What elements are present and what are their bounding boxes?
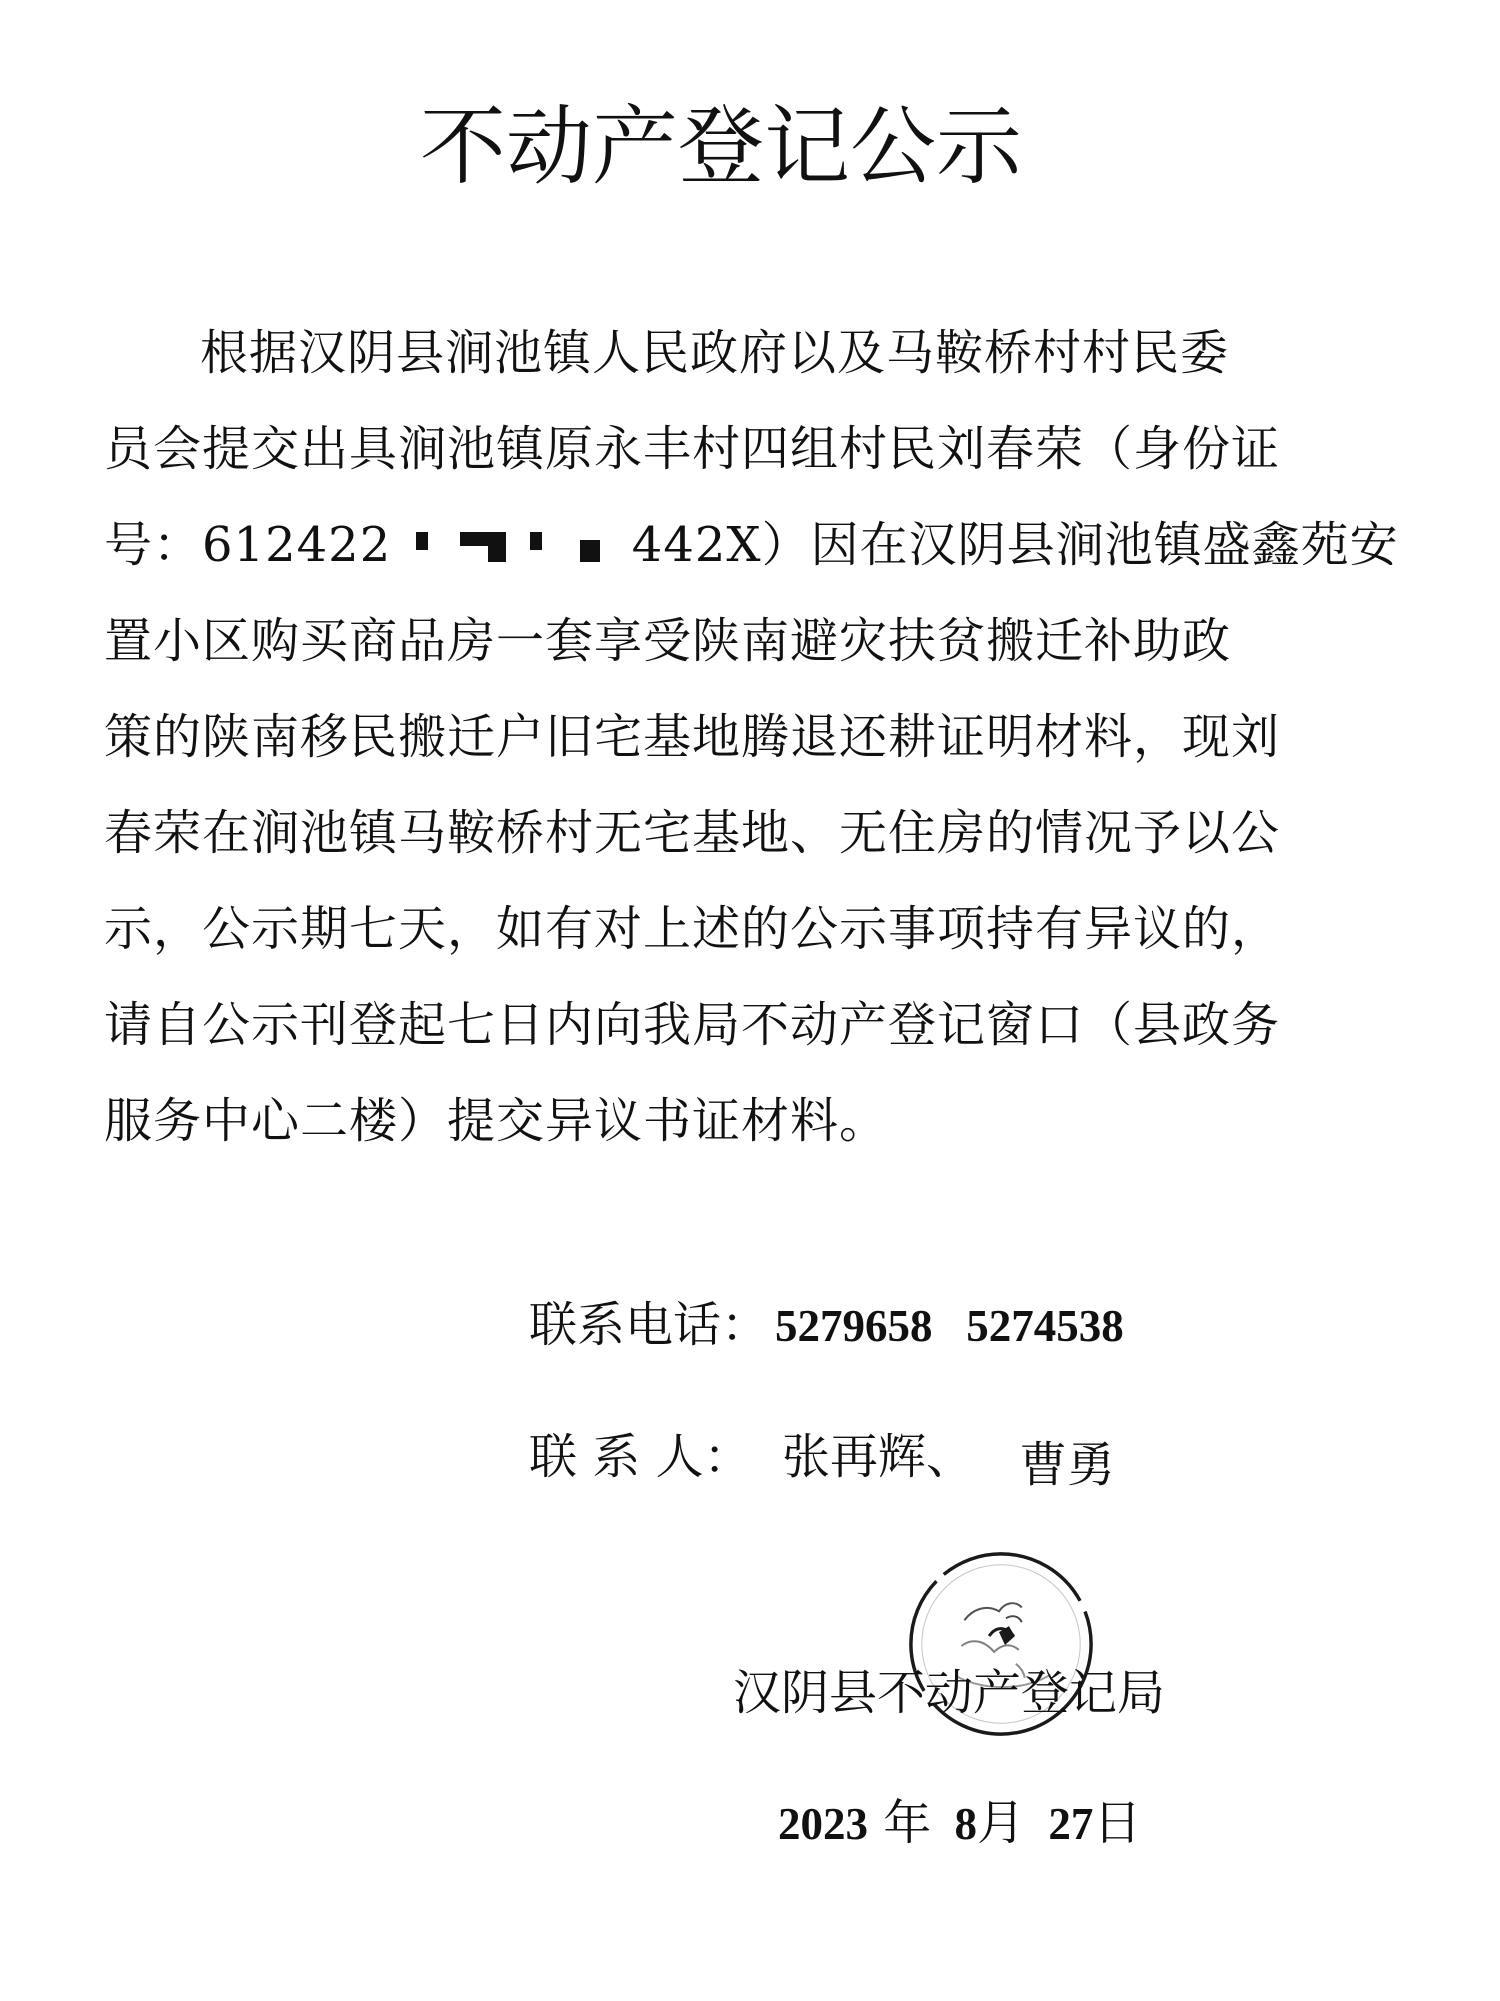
date-day-unit: 日 (1093, 1795, 1142, 1851)
contact-person-1: 张再辉、 (782, 1429, 975, 1485)
body-line-9: 服务中心二楼）提交异议书证材料。 (104, 1093, 889, 1149)
body-line-6: 春荣在涧池镇马鞍桥村无宅基地、无住房的情况予以公 (104, 805, 1281, 861)
body-line-2: 员会提交出具涧池镇原永丰村四组村民刘春荣（身份证 (104, 421, 1281, 477)
id-prefix: 号：612422 (104, 517, 392, 573)
phone-label: 联系电话： (529, 1297, 770, 1353)
id-redaction (412, 526, 612, 564)
body-line-7: 示，公示期七天，如有对上述的公示事项持有异议的， (104, 901, 1281, 957)
contact-person (529, 1422, 1116, 1493)
contact-phone (529, 1290, 1124, 1361)
issuing-authority: 汉阴县不动产登记局 (733, 1665, 1166, 1721)
date-month: 8 (954, 1799, 978, 1849)
document-title: 不动产登记公示 (420, 97, 1022, 197)
body-line-3-id (104, 515, 1399, 575)
phone-numbers: 5279658 5274538 (775, 1301, 1124, 1351)
date-year-unit: 年 (883, 1795, 932, 1851)
id-suffix: 442X）因在汉阴县涧池镇盛鑫苑安 (631, 517, 1399, 573)
body-line-1: 根据汉阴县涧池镇人民政府以及马鞍桥村村民委 (200, 325, 1230, 381)
body-line-8: 请自公示刊登起七日内向我局不动产登记窗口（县政务 (104, 997, 1281, 1053)
body-line-5: 策的陕南移民搬迁户旧宅基地腾退还耕证明材料，现刘 (104, 709, 1281, 765)
date-day: 27 (1048, 1799, 1094, 1849)
body-line-4: 置小区购买商品房一套享受陕南避灾扶贫搬迁补助政 (104, 613, 1232, 669)
person-label: 联 系 人： (529, 1429, 752, 1485)
date-year: 2023 (778, 1799, 868, 1849)
issue-date (778, 1788, 1141, 1859)
contact-person-2: 曹勇 (1019, 1437, 1116, 1493)
date-month-unit: 月 (977, 1795, 1026, 1851)
